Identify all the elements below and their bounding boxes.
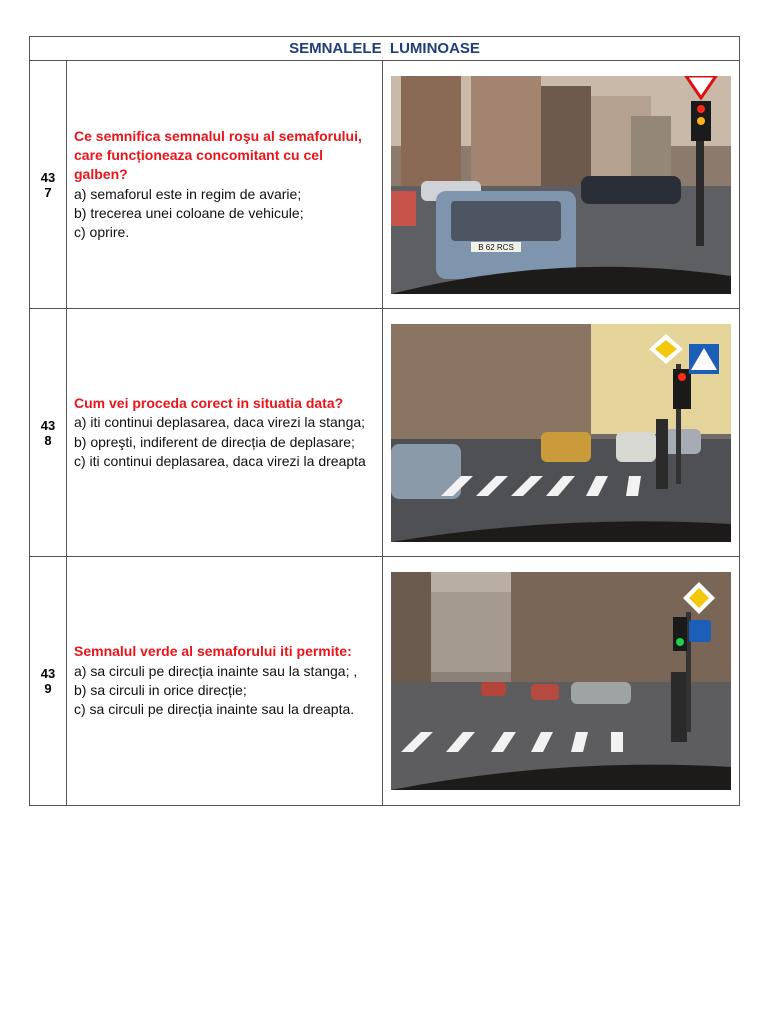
question-number xyxy=(30,309,67,556)
image-cell xyxy=(383,309,739,556)
question-number xyxy=(30,61,67,308)
traffic-photo-crosswalk xyxy=(391,324,731,542)
question-text: Cum vei proceda corect in situatia data? xyxy=(74,394,344,411)
traffic-photo-intersection xyxy=(391,76,731,294)
question-number-part: 8 xyxy=(44,432,52,448)
question-text-cell xyxy=(67,309,383,556)
answer-option[interactable]: a) semaforul este in regim de avarie; xyxy=(74,185,302,202)
image-cell xyxy=(383,61,739,308)
answer-option[interactable]: c) oprire. xyxy=(74,224,130,241)
answer-option[interactable]: c) iti continui deplasarea, daca virezi la dreapta xyxy=(74,452,366,469)
answer-option[interactable]: b) sa circuli in orice direcție; xyxy=(74,682,247,698)
question-row xyxy=(30,309,739,557)
image-cell xyxy=(383,557,739,805)
question-row xyxy=(30,61,739,309)
question-text: Ce semnifica semnalul roşu al semaforului, care funcționeaza concomitant cu cel galben? xyxy=(74,127,362,183)
question-number-part: 43 xyxy=(40,666,56,681)
answer-option[interactable]: b) opreşti, indiferent de direcția de deplasare; xyxy=(74,433,355,450)
question-number-part: 43 xyxy=(40,417,56,433)
answer-option[interactable]: b) trecerea unei coloane de vehicule; xyxy=(74,204,304,221)
question-number-part: 43 xyxy=(40,169,56,185)
question-text-cell xyxy=(67,557,383,805)
question-sheet xyxy=(29,36,740,806)
question-text: Semnalul verde al semaforului iti permite: xyxy=(74,643,352,660)
traffic-photo-green-light xyxy=(391,572,731,790)
question-row xyxy=(30,557,739,805)
question-number xyxy=(30,557,67,805)
question-number-part: 7 xyxy=(44,184,52,200)
license-plate: B 62 RCS xyxy=(478,242,514,252)
page-title: SEMNALELE LUMINOASE xyxy=(30,37,739,61)
answer-option[interactable]: a) sa circuli pe direcția inainte sau la stanga; , xyxy=(74,662,358,679)
question-number-part: 9 xyxy=(44,681,52,696)
answer-option[interactable]: c) sa circuli pe direcția inainte sau la dreapta. xyxy=(74,701,355,718)
question-text-cell xyxy=(67,61,383,308)
answer-option[interactable]: a) iti continui deplasarea, daca virezi la stanga; xyxy=(74,414,366,431)
